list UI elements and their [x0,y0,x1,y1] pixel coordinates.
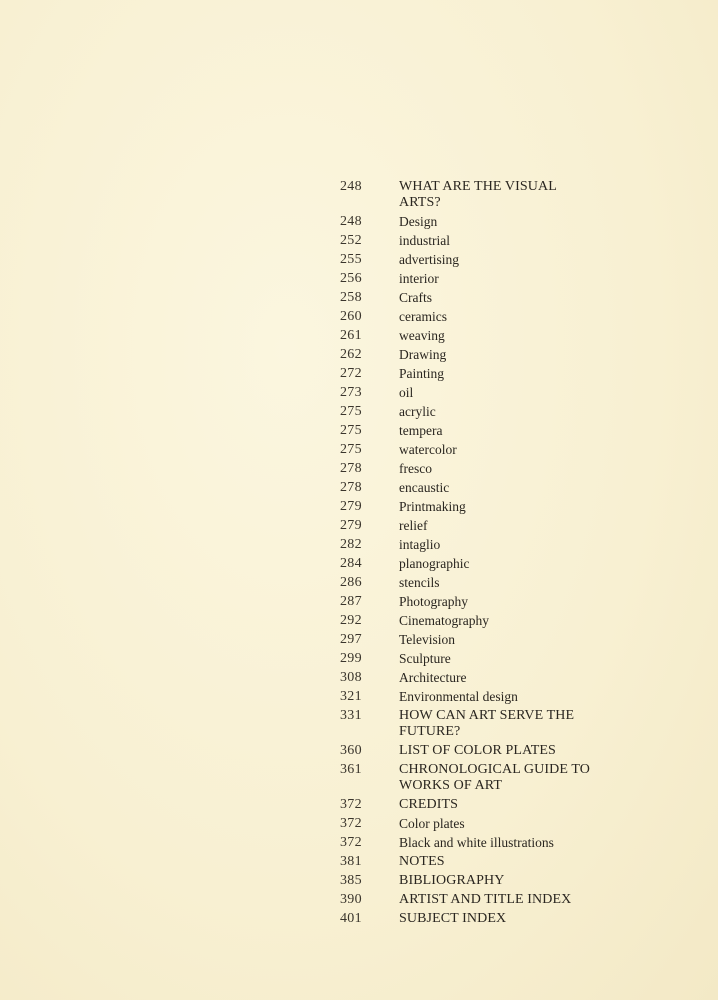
toc-page-number: 385 [340,873,362,888]
toc-page-number: 308 [340,670,362,685]
toc-entry [340,213,600,230]
toc-entry [340,815,600,832]
toc-page-number: 256 [340,271,362,286]
toc-page-number: 321 [340,689,362,704]
toc-page-number: 248 [340,179,362,194]
toc-title: watercolor [399,442,457,457]
toc-page-number: 361 [340,762,362,777]
toc-entry [340,232,600,249]
toc-title: Color plates [399,816,465,831]
toc-page-number: 360 [340,743,362,758]
toc-entry [340,403,600,420]
toc-entry [340,441,600,458]
toc-page-number: 279 [340,499,362,514]
toc-title: Sculpture [399,651,451,666]
toc-entry [340,612,600,629]
toc-entry [340,178,600,211]
toc-page-number: 292 [340,613,362,628]
toc-entry [340,669,600,686]
toc-title: Black and white illustrations [399,835,554,850]
toc-page-number: 278 [340,461,362,476]
toc-page-number: 372 [340,835,362,850]
toc-page-number: 261 [340,328,362,343]
toc-page-number: 381 [340,854,362,869]
toc-entry [340,707,600,740]
toc-page-number: 262 [340,347,362,362]
toc-page-number: 275 [340,442,362,457]
toc-entry [340,593,600,610]
toc-title: Environmental design [399,689,518,704]
toc-title: industrial [399,233,450,248]
toc-title: fresco [399,461,432,476]
toc-entry [340,251,600,268]
toc-page-number: 278 [340,480,362,495]
toc-title: advertising [399,252,459,267]
toc-title: acrylic [399,404,436,419]
toc-entry [340,761,600,794]
toc-title: Photography [399,594,468,609]
table-of-contents [340,178,600,929]
toc-entry [340,365,600,382]
toc-title: NOTES [399,854,445,869]
toc-title: Architecture [399,670,467,685]
toc-entry [340,479,600,496]
toc-entry [340,574,600,591]
toc-entry [340,742,600,759]
toc-page-number: 275 [340,423,362,438]
toc-page-number: 284 [340,556,362,571]
toc-entry [340,891,600,908]
toc-page-number: 286 [340,575,362,590]
toc-entry [340,834,600,851]
toc-title: tempera [399,423,443,438]
toc-entry [340,631,600,648]
toc-page-number: 401 [340,911,362,926]
toc-title: ARTIST AND TITLE INDEX [399,892,572,907]
toc-entry [340,346,600,363]
toc-entry [340,517,600,534]
toc-title: encaustic [399,480,450,495]
toc-title: weaving [399,328,445,343]
toc-title: CREDITS [399,797,459,812]
toc-title: LIST OF COLOR PLATES [399,743,556,758]
toc-title: CHRONOLOGICAL GUIDE TO WORKS OF ART [399,762,590,793]
toc-entry [340,422,600,439]
toc-title: Drawing [399,347,447,362]
toc-page-number: 372 [340,797,362,812]
toc-title: intaglio [399,537,441,552]
toc-page-number: 260 [340,309,362,324]
toc-entry [340,460,600,477]
toc-entry [340,384,600,401]
toc-entry [340,270,600,287]
toc-page-number: 299 [340,651,362,666]
toc-title: planographic [399,556,470,571]
toc-title: BIBLIOGRAPHY [399,873,505,888]
toc-page-number: 282 [340,537,362,552]
toc-page-number: 279 [340,518,362,533]
toc-entry [340,688,600,705]
toc-page-number: 390 [340,892,362,907]
toc-page-number: 255 [340,252,362,267]
toc-title: WHAT ARE THE VISUAL ARTS? [399,179,557,210]
toc-entry [340,796,600,813]
toc-title: relief [399,518,428,533]
toc-entry [340,555,600,572]
toc-page-number: 248 [340,214,362,229]
toc-entry [340,289,600,306]
toc-page-number: 287 [340,594,362,609]
toc-title: Printmaking [399,499,466,514]
toc-title: Painting [399,366,445,381]
toc-page-number: 297 [340,632,362,647]
toc-title: Television [399,632,456,647]
toc-title: HOW CAN ART SERVE THE FUTURE? [399,708,575,739]
toc-entry [340,327,600,344]
toc-title: Design [399,214,438,229]
toc-entry [340,498,600,515]
toc-title: Crafts [399,290,432,305]
toc-page-number: 331 [340,708,362,723]
toc-entry [340,853,600,870]
toc-page-number: 372 [340,816,362,831]
toc-title: stencils [399,575,440,590]
toc-entry [340,536,600,553]
toc-entry [340,650,600,667]
toc-title: ceramics [399,309,447,324]
toc-page-number: 273 [340,385,362,400]
toc-page-number: 258 [340,290,362,305]
toc-entry [340,910,600,927]
toc-title: Cinematography [399,613,489,628]
toc-title: interior [399,271,439,286]
toc-entry [340,308,600,325]
toc-entry [340,872,600,889]
toc-page-number: 272 [340,366,362,381]
toc-title: oil [399,385,414,400]
toc-title: SUBJECT INDEX [399,911,507,926]
toc-page-number: 252 [340,233,362,248]
toc-page-number: 275 [340,404,362,419]
